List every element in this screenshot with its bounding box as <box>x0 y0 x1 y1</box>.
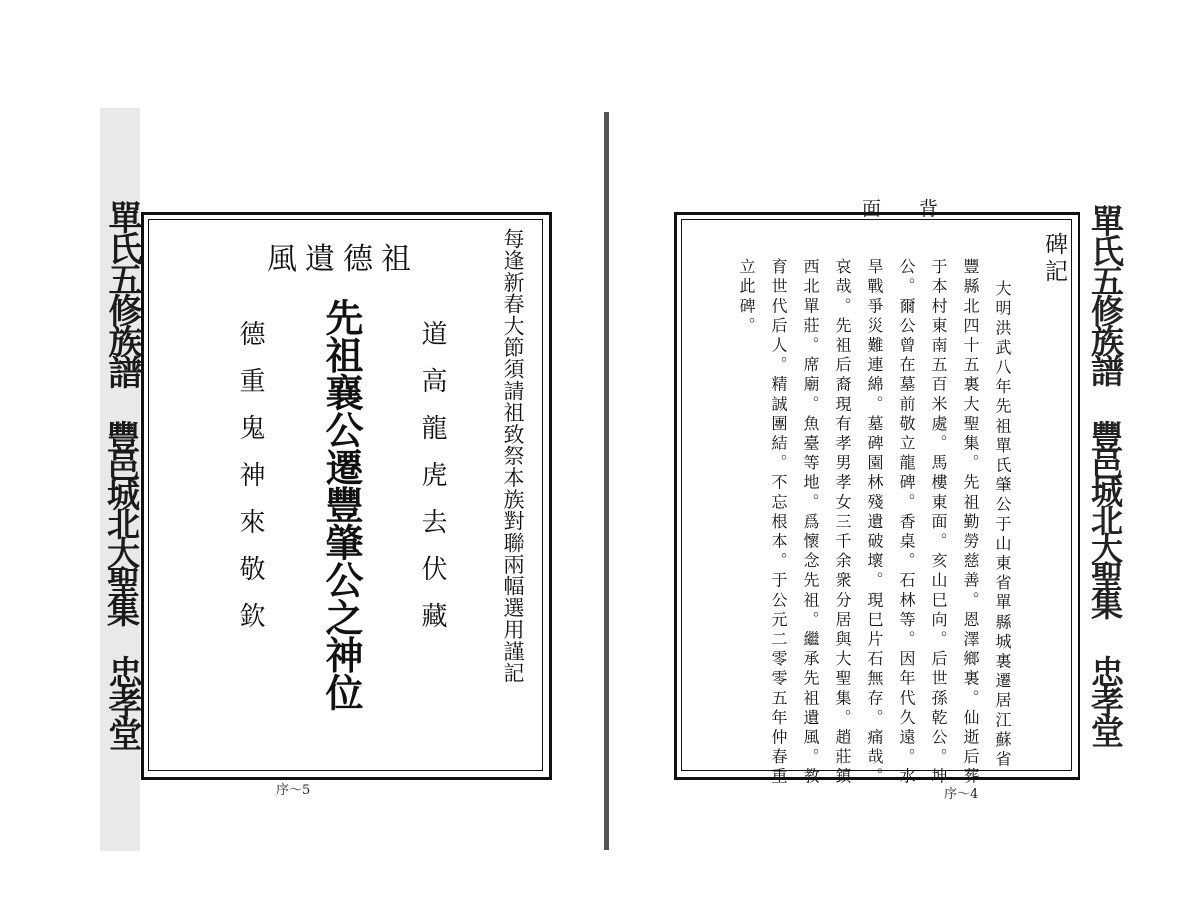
couplet-center-spirit-tablet: 先祖襄公遷豐肇公之神位 <box>319 298 364 711</box>
right-spine-hall: 忠孝堂 <box>1086 655 1125 745</box>
body-column: 西北單莊。席廟。魚臺等地。爲懷念先祖。繼承先祖遺風。教 <box>801 258 820 788</box>
body-column: 哀哉。先祖后裔現有孝男孝女三千余衆分居與大聖集。趙莊鎮 <box>833 258 852 788</box>
body-column: 育世代后人。精誠團結。不忘根本。于公元二零零五年仲春重 <box>769 258 788 788</box>
right-spine-place: 豐邑城北大聖集 <box>1086 420 1124 616</box>
left-page-number: 序～5 <box>276 783 311 798</box>
body-column: 公。爾公曾在墓前敬立龍碑。香桌。石林等。因年代久遠。水 <box>897 258 916 788</box>
couplet-left: 德重鬼神來敬欽 <box>235 320 265 649</box>
book-gutter <box>604 112 609 850</box>
couplet-right: 道高龍虎去伏藏 <box>417 320 447 649</box>
left-header-note: 每逢新春大節須請祖致祭本族對聯兩幅選用謹記 <box>501 228 525 684</box>
stele-record-body <box>726 258 1026 788</box>
left-spine-place: 豐邑城北大聖集 <box>102 420 141 623</box>
right-spine-title: 單氏五修族譜 <box>1086 204 1125 384</box>
body-column: 立此碑。 <box>737 258 756 337</box>
body-column: 豐縣北四十五裏大聖集。先祖勤勞慈善。恩澤鄉裏。仙逝后葬 <box>961 258 980 788</box>
right-page-number: 序～4 <box>944 787 979 802</box>
right-header: 背 面 <box>862 198 955 220</box>
stele-record-title: 碑記 <box>1041 232 1067 286</box>
body-column: 于本村東南五百米處。馬樓東面。亥山巳向。后世孫乾公。坤 <box>929 258 948 788</box>
body-column: 大明洪武八年先祖單氏肇公于山東省單縣城裏遷居江蘇省 <box>993 280 1012 770</box>
couplet-horizontal: 祖德遺風 <box>267 242 419 277</box>
left-spine-title: 單氏五修族譜 <box>102 200 142 386</box>
left-spine-hall: 忠孝堂 <box>102 655 142 748</box>
body-column: 旱戰爭災難連綿。墓碑園林殘遺破壞。現巳片石無存。痛哉。 <box>865 258 884 788</box>
